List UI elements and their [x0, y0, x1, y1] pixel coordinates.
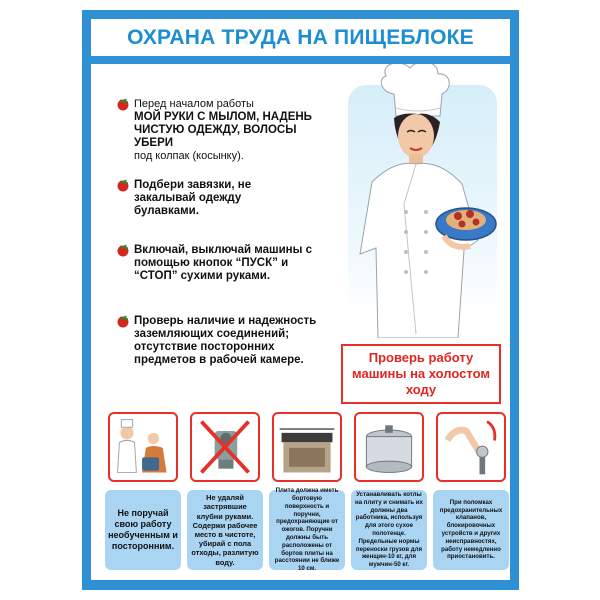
people-icon [108, 412, 178, 482]
tip-text: Не поручай свою работу необученным и посторонним. [108, 508, 178, 551]
warning-box [341, 344, 501, 404]
rule-lead: Перед началом работы [134, 98, 254, 110]
chef-illustration [354, 64, 500, 338]
rule-strong: Проверь наличие и надежность заземляющих соединений; отсутствие посторонних предметов в рабочей камере. [134, 315, 317, 366]
warning-text: Проверь работу машины на холостом ходу [352, 350, 490, 397]
poster-content [91, 64, 510, 580]
tip-box [187, 490, 263, 570]
rule-item [134, 244, 319, 283]
forbidden-machine-icon [190, 412, 260, 482]
tip-box [433, 490, 509, 570]
tomato-bullet-icon [116, 314, 130, 328]
rule-strong: МОЙ РУКИ С МЫЛОМ, НАДЕНЬ ЧИСТУЮ ОДЕЖДУ, ВОЛОСЫ УБЕРИ [134, 111, 312, 149]
tips-row [103, 412, 501, 572]
header-band [91, 19, 510, 56]
rule-tail: под колпак (косынку). [134, 150, 244, 162]
tip-box [351, 490, 427, 570]
tomato-bullet-icon [116, 178, 130, 192]
rule-item [134, 315, 334, 367]
stove-icon [272, 412, 342, 482]
rule-strong: Подбери завязки, не закалывай одежду булавками. [134, 179, 252, 217]
tip-text: Не удаляй застрявшие клубни руками. Содержи рабочее место в чистоте, убирай с пола отходы, разлитую воду. [191, 493, 259, 567]
page-title: ОХРАНА ТРУДА НА ПИЩЕБЛОКЕ [127, 26, 474, 49]
tomato-bullet-icon [116, 243, 130, 257]
rule-strong: Включай, выключай машины с помощью кнопок “ПУСК” и “СТОП” сухими руками. [134, 244, 312, 282]
rule-item [134, 179, 304, 218]
valve-icon [436, 412, 506, 482]
tip-text: Плита должна иметь бортовую поверхность и поручни, предохраняющие от ожогов. Поручни должны быть расположены от бортов плиты на расстоянии не ближе 10 см. [274, 487, 340, 573]
tip-text: Устанавливать котлы на плиту и снимать их должны два работника, используя для этого сухое полотенце. Предельные нормы переноски грузов для женщин-10 кг, для мужчин-50 кг. [355, 491, 423, 569]
tomato-bullet-icon [116, 97, 130, 111]
rule-item [134, 98, 314, 163]
tip-box [105, 490, 181, 570]
tip-text: При поломках предохранительных клапанов, блокировочных устройств и других неисправностях, работу немедленно приостановить. [439, 498, 503, 561]
tip-box [269, 487, 345, 573]
pot-icon [354, 412, 424, 482]
